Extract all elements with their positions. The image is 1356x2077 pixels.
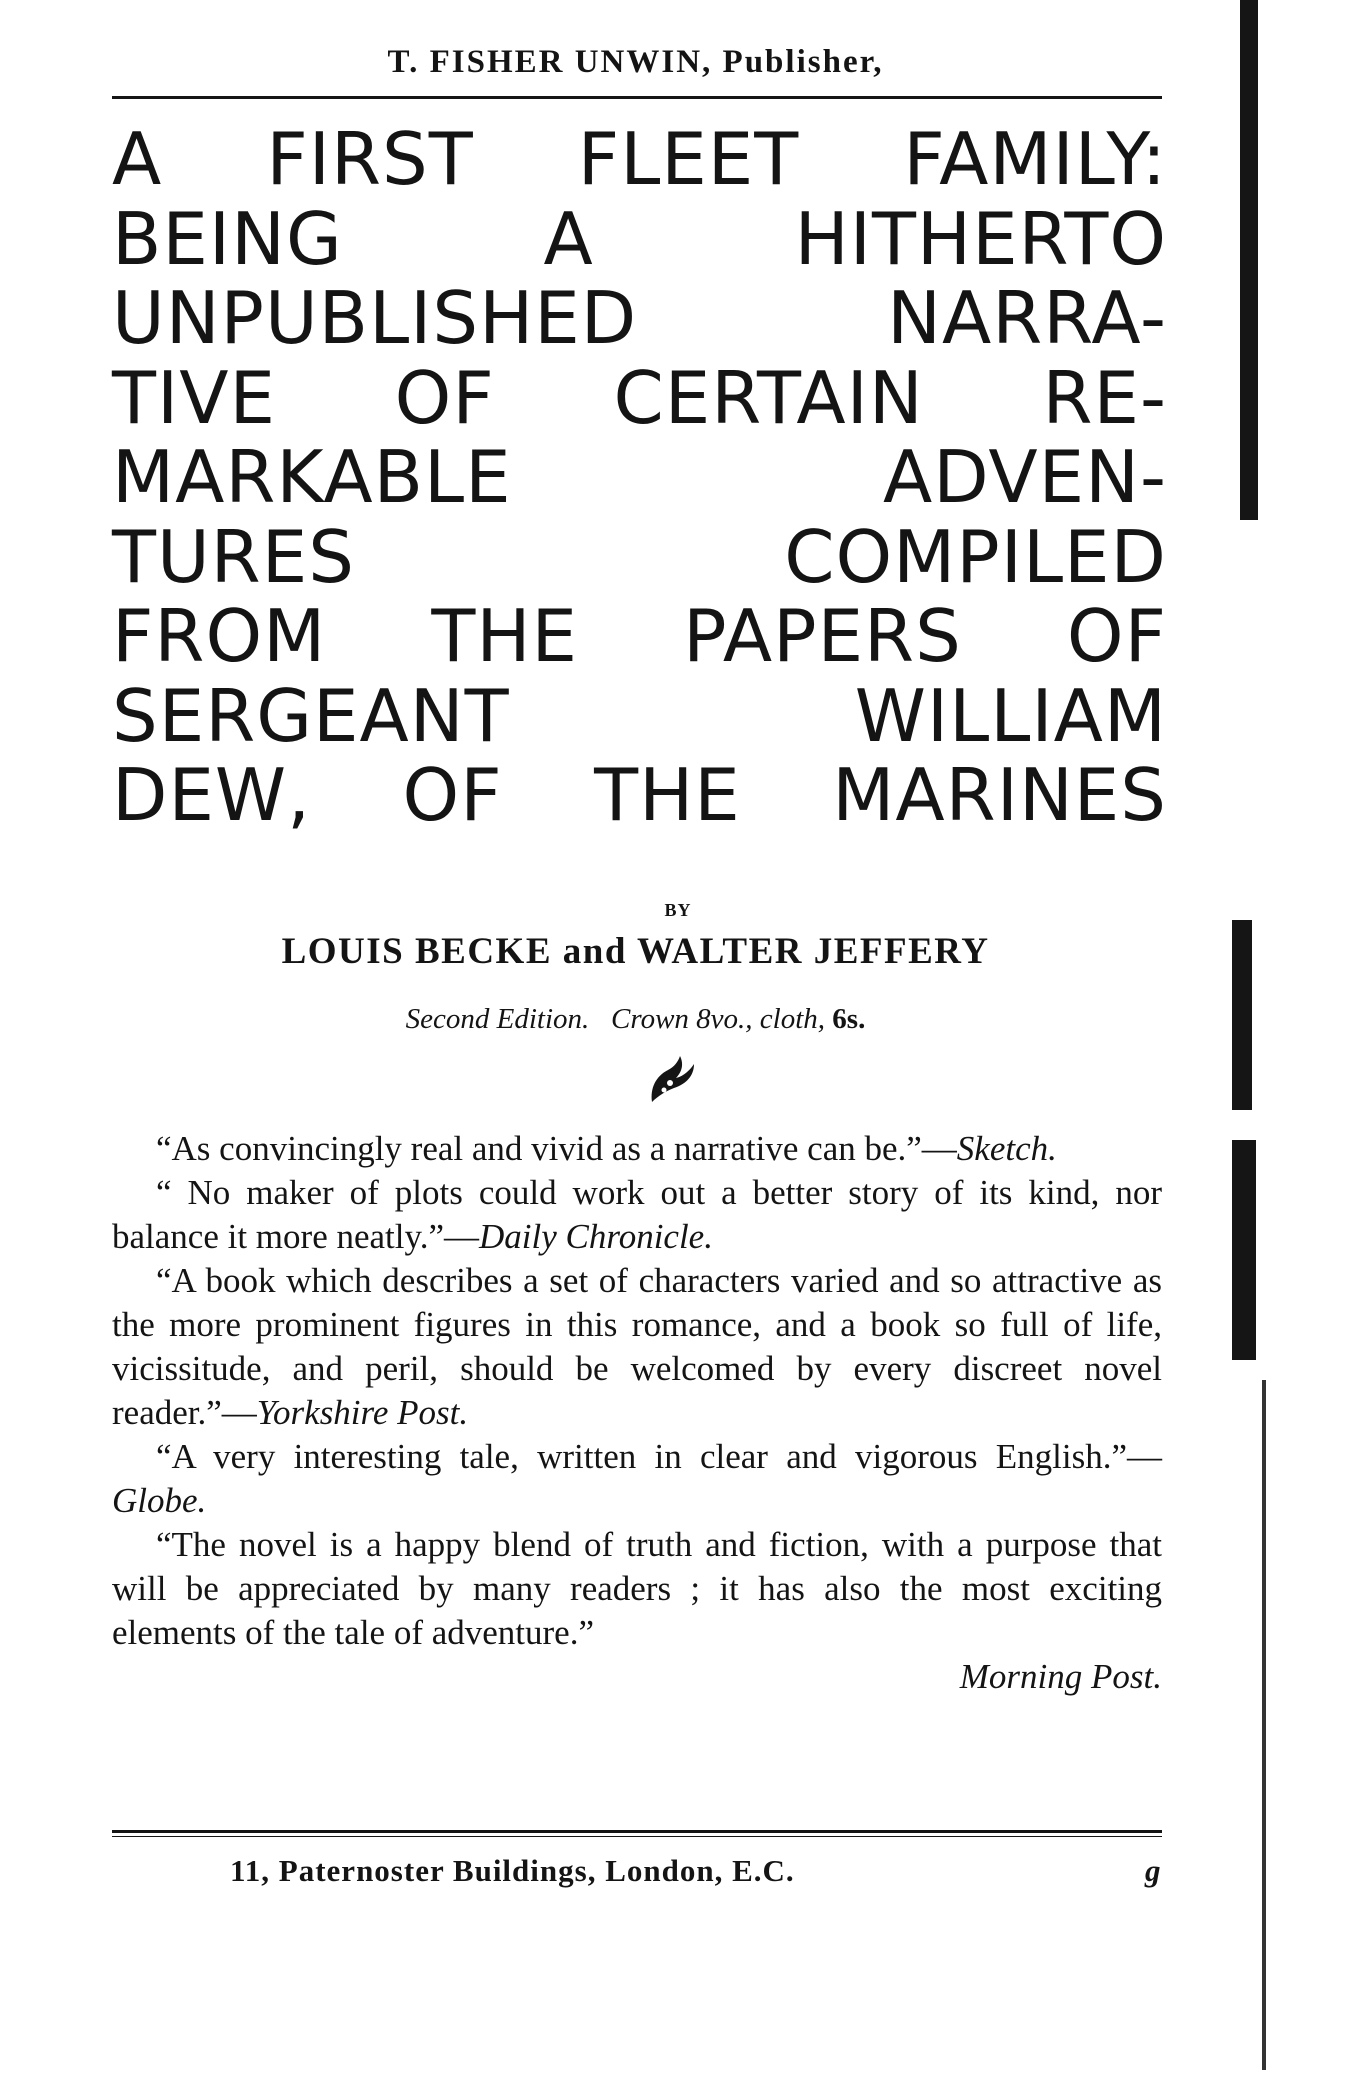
title-line-6: TURES COMPILED — [112, 514, 1167, 599]
title-line-9: DEW, OF THE MARINES — [112, 753, 1167, 837]
signature-mark: g — [1145, 1853, 1161, 1888]
review-4-source: Globe. — [112, 1481, 207, 1520]
fleuron-icon — [640, 1050, 700, 1110]
review-3 — [112, 1259, 1162, 1435]
footer-rule-thin — [112, 1836, 1162, 1837]
review-quotes — [112, 1127, 1162, 1699]
title-line-8: SERGEANT WILLIAM — [112, 673, 1167, 758]
title-line-4: TIVE OF CERTAIN RE- — [112, 355, 1167, 440]
scan-edge-bar-top — [1240, 0, 1258, 520]
scan-edge-line — [1262, 1380, 1266, 2070]
review-2-quote: “ No maker of plots could work out a better story of its kind, nor balance it more neatly.”— — [112, 1173, 1162, 1256]
review-3-source: Yorkshire Post. — [256, 1393, 469, 1432]
title-line-2: BEING A HITHERTO — [112, 196, 1167, 281]
review-5 — [112, 1523, 1162, 1699]
review-2-source: Daily Chronicle. — [479, 1217, 713, 1256]
title-line-5: MARKABLE ADVEN- — [112, 435, 1167, 519]
publisher-header: T. FISHER UNWIN, Publisher, — [387, 44, 884, 80]
edition-line — [113, 1003, 1158, 1036]
authors: LOUIS BECKE and WALTER JEFFERY — [281, 931, 990, 972]
review-5-source: Morning Post. — [959, 1657, 1162, 1696]
by-label: BY — [664, 900, 692, 920]
edition-text: Second Edition. — [405, 1003, 590, 1035]
review-1 — [112, 1127, 1162, 1171]
scan-edge-bar-lower — [1232, 1140, 1256, 1360]
review-2 — [112, 1171, 1162, 1259]
title-line-1: A FIRST FLEET FAMILY: — [112, 117, 1167, 201]
title-line-7: FROM THE PAPERS OF — [112, 594, 1167, 678]
review-3-quote: “A book which describes a set of characters varied and so attractive as the more prominent figures in this romance, and a book so full of life, vicissitude, and peril, should be welcomed by every discreet novel reader.”— — [112, 1261, 1162, 1432]
publisher-address: 11, Paternoster Buildings, London, E.C. — [230, 1853, 795, 1888]
scan-edge-bar-middle — [1232, 920, 1252, 1110]
review-4 — [112, 1435, 1162, 1523]
header-rule — [112, 96, 1162, 99]
review-1-source: Sketch. — [956, 1129, 1057, 1168]
price: 6s. — [832, 1003, 866, 1035]
footer-rule-thick — [112, 1830, 1162, 1833]
review-1-quote: “As convincingly real and vivid as a narrative can be.”— — [156, 1129, 957, 1168]
title-line-3: UNPUBLISHED NARRA- — [112, 276, 1167, 360]
book-title — [112, 117, 1167, 837]
format-text: Crown 8vo., cloth, — [611, 1003, 826, 1035]
review-4-quote: “A very interesting tale, written in clear and vigorous English.”— — [156, 1437, 1162, 1476]
review-5-quote: “The novel is a happy blend of truth and fiction, with a purpose that will be appreciated by many readers ; it has also the most exciting elements of the tale of adventure.” — [112, 1525, 1162, 1652]
